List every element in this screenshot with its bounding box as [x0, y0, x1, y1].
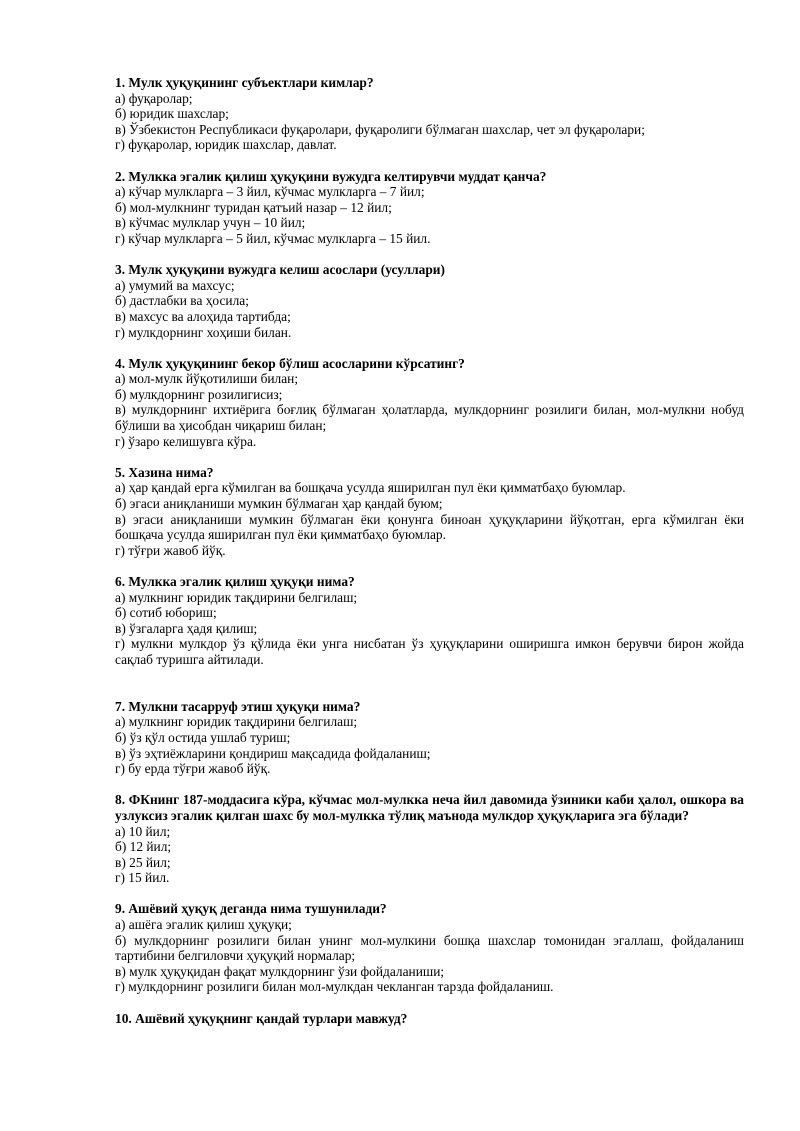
question-4 [115, 356, 744, 450]
answer-option: а) 10 йил; [115, 823, 171, 839]
question-title: 9. Ашёвий ҳуқуқ деганда нима тушунилади? [115, 901, 387, 917]
question-7 [115, 699, 744, 777]
answer-option: б) эгаси аниқланиши мумкин бўлмаган ҳар қандай буюм; [115, 496, 443, 512]
answer-option: г) тўғри жавоб йўқ. [115, 542, 226, 558]
answer-option: б) юридик шахслар; [115, 106, 229, 122]
answer-option: г) мулкдорнинг розилиги билан мол-мулкдан чекланган тарзда фойдаланиш. [115, 979, 554, 995]
question-10 [115, 1011, 744, 1027]
question-title: 6. Мулкка эгалик қилиш ҳуқуқи нима? [115, 574, 355, 589]
question-title: 4. Мулк ҳуқуқининг бекор бўлиш асосларини кўрсатинг? [115, 355, 465, 371]
answer-option: б) мулкдорнинг розилиги билан унинг мол-мулкини бошқа шахслар томонидан эгаллаш, фойдаланиш тартибини белгиловчи ҳуқуқий нормалар; [115, 932, 744, 964]
answer-option: в) ўзгаларга ҳадя қилиш; [115, 620, 258, 636]
answer-option: а) мулкнинг юридик тақдирини белгилаш; [115, 714, 358, 730]
answer-option: в) Ўзбекистон Республикаси фуқаролари, фуқаролиги бўлмаган шахслар, чет эл фуқаролари; [115, 121, 645, 137]
question-title: 8. ФКнинг 187-моддасига кўра, кўчмас мол-мулкка неча йил давомида ўзиники каби ҳалол, ошкора ва узлуксиз эгалик қилган шахс бу мол-мулкка тўлиқ маънода мулкдор ҳуқуқларига эга бўлади? [115, 792, 744, 823]
question-title: 5. Хазина нима? [115, 464, 214, 480]
question-title: 7. Мулкни тасарруф этиш ҳуқуқи нима? [115, 698, 361, 714]
question-5 [115, 465, 744, 559]
question-3 [115, 262, 744, 340]
question-6 [115, 574, 744, 668]
answer-option: г) 15 йил. [115, 870, 170, 886]
answer-option: б) дастлабки ва ҳосила; [115, 293, 249, 309]
question-2 [115, 169, 744, 247]
answer-option: в) мулк ҳуқуқидан фақат мулкдорнинг ўзи фойдаланиши; [115, 963, 445, 979]
question-title: 10. Ашёвий ҳуқуқнинг қандай турлари мавжуд? [115, 1010, 408, 1026]
answer-option: а) ашёга эгалик қилиш ҳуқуқи; [115, 917, 292, 933]
question-title: 2. Мулкка эгалик қилиш ҳуқуқини вужудга келтирувчи муддат қанча? [115, 168, 547, 184]
question-title: 3. Мулк ҳуқуқини вужудга келиш асослари (усуллари) [115, 262, 445, 278]
answer-option: б) мол-мулкнинг туридан қатъий назар – 12 йил; [115, 199, 392, 215]
answer-option: в) ўз эҳтиёжларини қондириш мақсадида фойдаланиш; [115, 745, 431, 761]
question-9 [115, 901, 744, 995]
answer-option: б) ўз қўл остида ушлаб туриш; [115, 729, 291, 745]
answer-option: а) ҳар қандай ерга кўмилган ва бошқача усулда яширилган пул ёки қимматбаҳо буюмлар. [115, 480, 626, 496]
document-page [115, 75, 744, 1042]
answer-option: а) кўчар мулкларга – 3 йил, кўчмас мулкларга – 7 йил; [115, 184, 425, 200]
answer-option: в) махсус ва алоҳида тартибда; [115, 308, 291, 324]
answer-option: а) мулкнинг юридик тақдирини белгилаш; [115, 589, 358, 605]
answer-option: г) бу ерда тўғри жавоб йўқ. [115, 761, 271, 777]
answer-option: б) 12 йил; [115, 839, 172, 855]
answer-option: в) эгаси аниқланиши мумкин бўлмаган ёки қонунга биноан ҳуқуқларини йўқотган, ерга кўмилган ёки бошқача усулда яширилган пул ёки қимматбаҳо буюмлар. [115, 511, 744, 543]
answer-option: а) мол-мулк йўқотилиши билан; [115, 371, 299, 387]
question-title: 1. Мулк ҳуқуқининг субъектлари кимлар? [115, 75, 374, 90]
answer-option: г) мулкни мулкдор ўз қўлида ёки унга нисбатан ўз ҳуқуқларини оширишга имкон берувчи бирон жойда сақлаб туришга айтилади. [115, 636, 744, 667]
answer-option: г) фуқаролар, юридик шахслар, давлат. [115, 137, 337, 153]
answer-option: г) ўзаро келишувга кўра. [115, 433, 257, 449]
answer-option: а) умумий ва махсус; [115, 277, 235, 293]
answer-option: в) кўчмас мулклар учун – 10 йил; [115, 215, 306, 231]
answer-option: а) фуқаролар; [115, 90, 193, 106]
answer-option: б) мулкдорнинг розилигисиз; [115, 386, 283, 402]
answer-option: г) мулкдорнинг хоҳиши билан. [115, 324, 292, 340]
question-8 [115, 792, 744, 886]
answer-option: в) мулкдорнинг ихтиёрига боғлиқ бўлмаган ҳолатларда, мулкдорнинг розилиги билан, мол-мулкни нобуд бўлиши ва ҳисобдан чиқариш билан; [115, 402, 744, 434]
answer-option: г) кўчар мулкларга – 5 йил, кўчмас мулкларга – 15 йил. [115, 230, 431, 246]
answer-option: в) 25 йил; [115, 854, 171, 870]
question-1 [115, 75, 744, 153]
answer-option: б) сотиб юбориш; [115, 605, 217, 621]
